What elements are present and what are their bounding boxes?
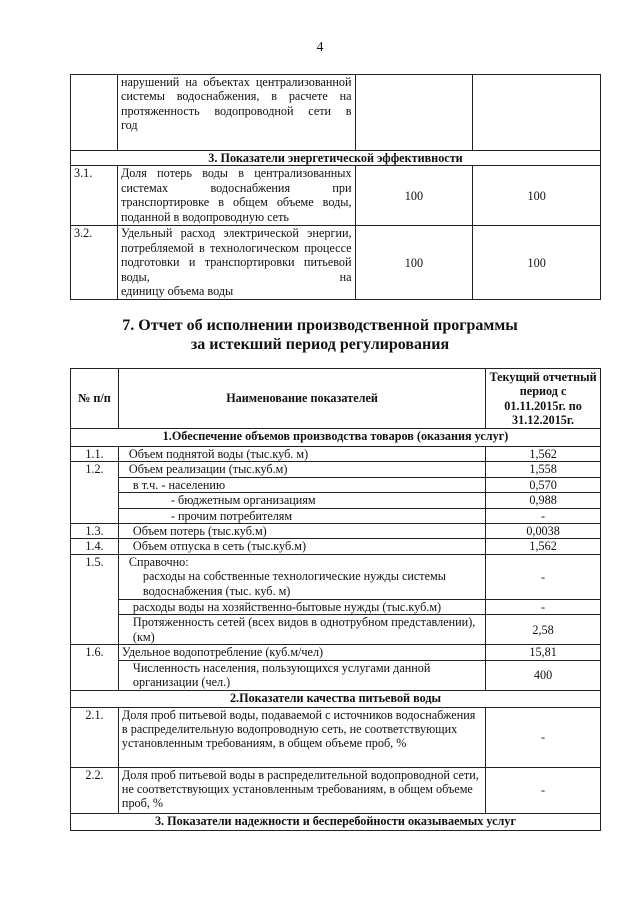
column-header-value: Текущий отчетный период с 01.11.2015г. по 31.12.2015г. xyxy=(486,369,601,429)
row-name: Объем отпуска в сеть (тыс.куб.м) xyxy=(118,539,485,554)
row-name: расходы воды на хозяйственно-бытовые нужды (тыс.куб.м) xyxy=(118,599,485,614)
row-name: в т.ч. - населению xyxy=(118,477,485,492)
value-cell: 100 xyxy=(355,226,473,300)
table-row xyxy=(71,539,601,554)
row-value: - xyxy=(486,707,601,767)
table-cell xyxy=(355,75,473,151)
row-value: 15,81 xyxy=(486,645,601,660)
table-row xyxy=(71,767,601,813)
section-heading xyxy=(0,316,640,354)
page-number: 4 xyxy=(316,40,324,55)
row-name xyxy=(118,554,485,599)
row-index: 1.1. xyxy=(71,447,119,462)
table-cell xyxy=(71,75,118,151)
row-value: - xyxy=(486,508,601,523)
row-name: Доля проб питьевой воды, подаваемой с источников водоснабжения в распределительную водопроводную сеть, не соответствующих установленным требованиям, в общем объеме проб, % xyxy=(118,707,485,767)
table-row xyxy=(71,554,601,599)
header-row xyxy=(71,369,601,429)
heading-line: за истекший период регулирования xyxy=(190,336,450,353)
row-value: - xyxy=(486,554,601,599)
row-index: 1.4. xyxy=(71,539,119,554)
row-index: 2.1. xyxy=(71,707,119,767)
row-index: 1.2. xyxy=(71,462,119,524)
table-row xyxy=(71,508,601,523)
row-value: - xyxy=(486,599,601,614)
row-value: 2,58 xyxy=(486,615,601,645)
section-title: 2.Показатели качества питьевой воды xyxy=(71,690,601,707)
row-name: Удельный расход электрической энергии, потребляемой в технологическом процессе подготовки и транспортировки питьевой воды, на единицу объема воды xyxy=(117,226,355,300)
row-index: 3.2. xyxy=(71,226,118,300)
row-name: Объем потерь (тыс.куб.м) xyxy=(118,524,485,539)
table-row xyxy=(71,707,601,767)
table-cell xyxy=(473,75,601,151)
row-name: Объем реализации (тыс.куб.м) xyxy=(118,462,485,477)
table-row xyxy=(71,645,601,660)
row-value: 0,0038 xyxy=(486,524,601,539)
row-value: 400 xyxy=(486,660,601,690)
row-name: Численность населения, пользующихся услугами данной организации (чел.) xyxy=(118,660,485,690)
table-cell: нарушений на объектах централизованной системы водоснабжения, в расчете на протяженность водопроводной сети в год xyxy=(117,75,355,151)
heading-line: 7. Отчет об исполнении производственной программы xyxy=(122,317,518,334)
row-name: - прочим потребителям xyxy=(118,508,485,523)
row-value: 1,558 xyxy=(486,462,601,477)
column-header-index: № п/п xyxy=(71,369,119,429)
section-title: 3. Показатели надежности и бесперебойности оказываемых услуг xyxy=(71,813,601,830)
row-index: 3.1. xyxy=(71,166,118,226)
table-row xyxy=(71,477,601,492)
value-cell: 100 xyxy=(473,166,601,226)
row-index: 1.5. xyxy=(71,554,119,644)
row-index: 2.2. xyxy=(71,767,119,813)
row-name: - бюджетным организациям xyxy=(118,493,485,508)
row-value: 1,562 xyxy=(486,539,601,554)
row-index: 1.6. xyxy=(71,645,119,690)
table-row xyxy=(71,75,601,151)
row-index: 1.3. xyxy=(71,524,119,539)
reference-label: Справочно: xyxy=(128,554,189,569)
top-indicators-table xyxy=(70,74,601,300)
row-name: Объем поднятой воды (тыс.куб. м) xyxy=(118,447,485,462)
row-name: Доля потерь воды в централизованных системах водоснабжения при транспортировке в общем объеме воды, поданной в водопроводную сеть xyxy=(117,166,355,226)
table-row xyxy=(71,166,601,226)
table-row xyxy=(71,615,601,645)
reference-text: расходы на собственные технологические нужды системы водоснабжения (тыс. куб. м) xyxy=(142,569,446,598)
table-row xyxy=(71,462,601,477)
row-value: 0,988 xyxy=(486,493,601,508)
table-row xyxy=(71,524,601,539)
value-cell: 100 xyxy=(473,226,601,300)
row-value: - xyxy=(486,767,601,813)
section-title: 3. Показатели энергетической эффективности xyxy=(71,151,601,166)
row-name: Удельное водопотребление (куб.м/чел) xyxy=(118,645,485,660)
section-title: 1.Обеспечение объемов производства товаров (оказания услуг) xyxy=(71,429,601,447)
value-cell: 100 xyxy=(355,166,473,226)
program-report-table xyxy=(70,368,601,831)
table-row xyxy=(71,599,601,614)
row-value: 1,562 xyxy=(486,447,601,462)
table-row xyxy=(71,226,601,300)
row-name: Доля проб питьевой воды в распределительной водопроводной сети, не соответствующих установленным требованиям, в общем объеме проб, % xyxy=(118,767,485,813)
table-row xyxy=(71,660,601,690)
table-row xyxy=(71,447,601,462)
table-row xyxy=(71,493,601,508)
column-header-name: Наименование показателей xyxy=(118,369,485,429)
row-value: 0,570 xyxy=(486,477,601,492)
row-name: Протяженность сетей (всех видов в однотрубном представлении), (км) xyxy=(118,615,485,645)
